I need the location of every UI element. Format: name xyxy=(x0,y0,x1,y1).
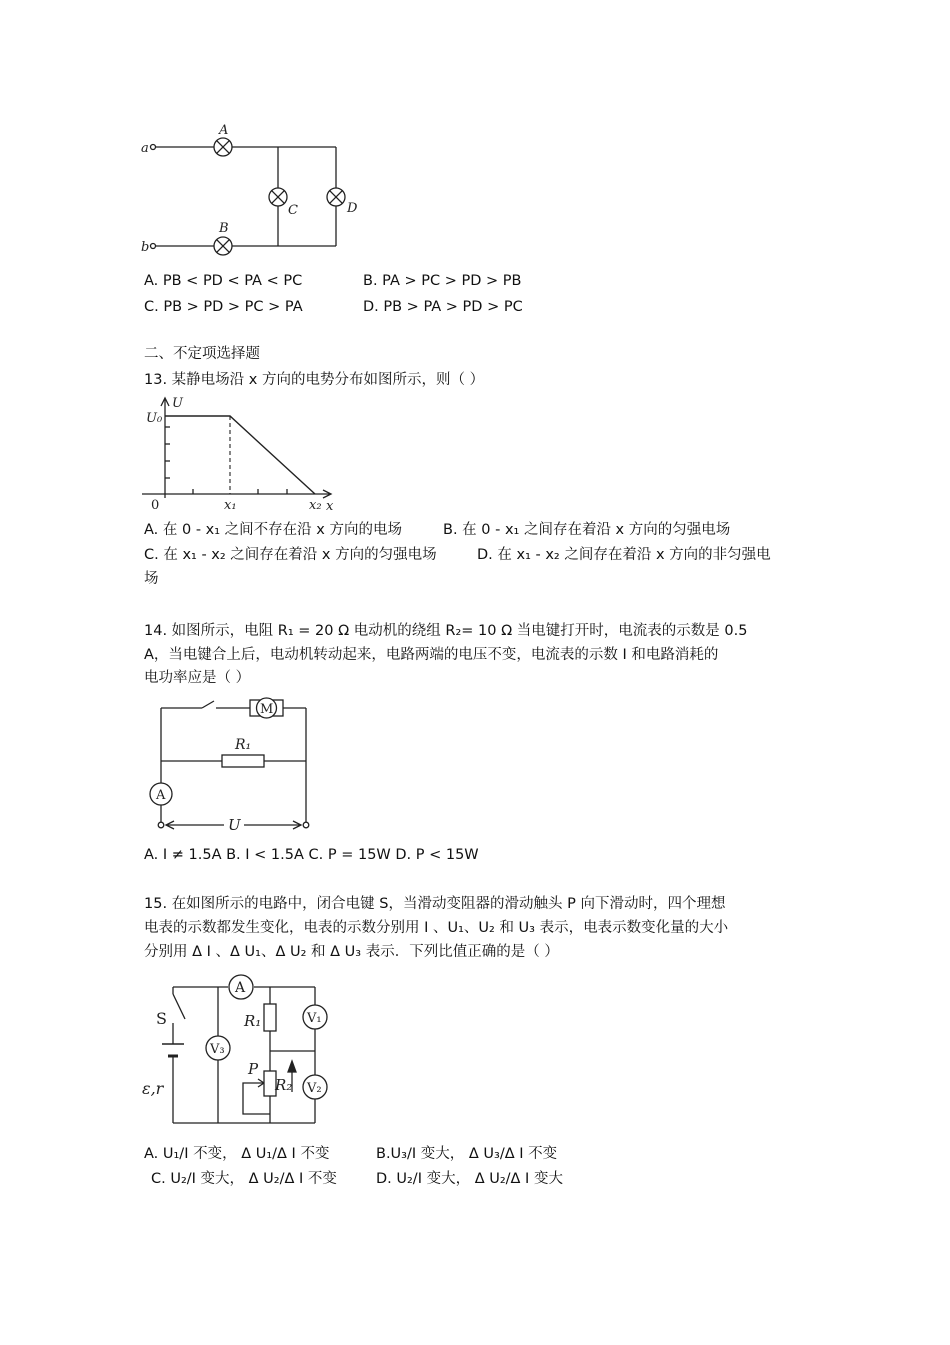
resistor-r1-label: R₁ xyxy=(244,1012,262,1030)
q12-option-d: D. PB > PA > PD > PC xyxy=(363,299,523,315)
q12-option-c: C. PB > PD > PC > PA xyxy=(144,299,303,315)
resistor-r1-icon xyxy=(264,1004,276,1031)
q15-option-b: B.U₃/I 变大， Δ U₃/Δ I 不变 xyxy=(376,1146,558,1162)
rheostat-r2-label: R₂ xyxy=(275,1076,293,1094)
meter-circuit-diagram xyxy=(140,968,340,1128)
switch-blade xyxy=(202,701,214,708)
lamp-b-label: B xyxy=(219,221,229,236)
q13-option-d: D. 在 x₁ - x₂ 之间存在着沿 x 方向的非匀强电 xyxy=(477,547,771,563)
lamp-d-label: D xyxy=(347,201,358,216)
q15-line1: 15. 在如图所示的电路中，闭合电键 S，当滑动变阻器的滑动触头 P 向下滑动时，四个理想 xyxy=(144,896,726,912)
voltmeter-v1-label: V₁ xyxy=(307,1011,322,1026)
motor-circuit-diagram xyxy=(150,694,325,834)
voltage-label: U xyxy=(228,816,241,834)
q13-option-c: C. 在 x₁ - x₂ 之间存在着沿 x 方向的匀强电场 xyxy=(144,547,437,563)
slider-p-label: P xyxy=(248,1060,259,1078)
y-axis-label: U xyxy=(172,396,183,411)
resistor-r1-label: R₁ xyxy=(235,737,252,753)
lamp-c-icon xyxy=(269,188,287,206)
emf-label: ε,r xyxy=(142,1079,164,1098)
q13-option-b: B. 在 0 - x₁ 之间存在着沿 x 方向的匀强电场 xyxy=(443,522,731,538)
lamp-d-icon xyxy=(327,188,345,206)
q14-line2: A，当电键合上后，电动机转动起来，电路两端的电压不变，电流表的示数 I 和电路消耗的 xyxy=(144,647,719,663)
resistor-r1-icon xyxy=(222,755,264,767)
switch-s-blade xyxy=(173,994,185,1019)
lamp-circuit-diagram xyxy=(140,122,370,257)
lamp-c-label: C xyxy=(288,203,298,218)
battery-icon xyxy=(162,1044,184,1056)
q13-stem: 13. 某静电场沿 x 方向的电势分布如图所示，则（ ） xyxy=(144,372,485,388)
q15-option-d: D. U₂/I 变大， Δ U₂/Δ I 变大 xyxy=(376,1171,563,1187)
q13-option-a: A. 在 0 - x₁ 之间不存在沿 x 方向的电场 xyxy=(144,522,402,538)
origin-label: 0 xyxy=(151,498,160,513)
q14-line1: 14. 如图所示，电阻 R₁ = 20 Ω 电动机的绕组 R₂= 10 Ω 当电键打开时，电流表的示数是 0.5 xyxy=(144,623,748,639)
q15-line2: 电表的示数都发生变化，电表的示数分别用 I 、U₁、U₂ 和 U₃ 表示，电表示数变化量的大小 xyxy=(144,920,729,936)
switch-s-label: S xyxy=(156,1009,167,1028)
lamp-a-icon xyxy=(214,138,232,156)
voltmeter-v2-label: V₂ xyxy=(307,1081,322,1096)
potential-graph xyxy=(140,395,340,515)
ammeter-a-label: A xyxy=(235,980,246,996)
terminal-b-label: b xyxy=(141,240,150,255)
q15-option-a: A. U₁/I 不变， Δ U₁/Δ I 不变 xyxy=(144,1146,330,1162)
q14-line3: 电功率应是（ ） xyxy=(144,670,251,686)
q12-option-b: B. PA > PC > PD > PB xyxy=(363,273,522,289)
potential-curve xyxy=(165,416,315,494)
q15-line3: 分别用 Δ I 、Δ U₁、Δ U₂ 和 Δ U₃ 表示．下列比值正确的是（ ） xyxy=(144,944,559,960)
motor-label: M xyxy=(260,702,274,717)
q15-option-c: C. U₂/I 变大， Δ U₂/Δ I 不变 xyxy=(151,1171,337,1187)
section-title: 二、不定项选择题 xyxy=(144,346,260,362)
x-axis-label: x xyxy=(326,499,334,514)
q12-option-a: A. PB < PD < PA < PC xyxy=(144,273,303,289)
q14-options: A. I ≠ 1.5A B. I < 1.5A C. P = 15W D. P < 15W xyxy=(144,847,479,863)
x1-tick-label: x₁ xyxy=(224,498,237,513)
lamp-a-label: A xyxy=(219,123,229,138)
ammeter-label: A xyxy=(156,788,166,803)
q13-option-d-cont: 场 xyxy=(144,571,159,587)
x2-tick-label: x₂ xyxy=(309,498,322,513)
terminal-a-label: a xyxy=(141,141,149,156)
voltmeter-v3-label: V₃ xyxy=(210,1042,225,1057)
lamp-b-icon xyxy=(214,237,232,255)
u0-label: U₀ xyxy=(146,411,163,426)
